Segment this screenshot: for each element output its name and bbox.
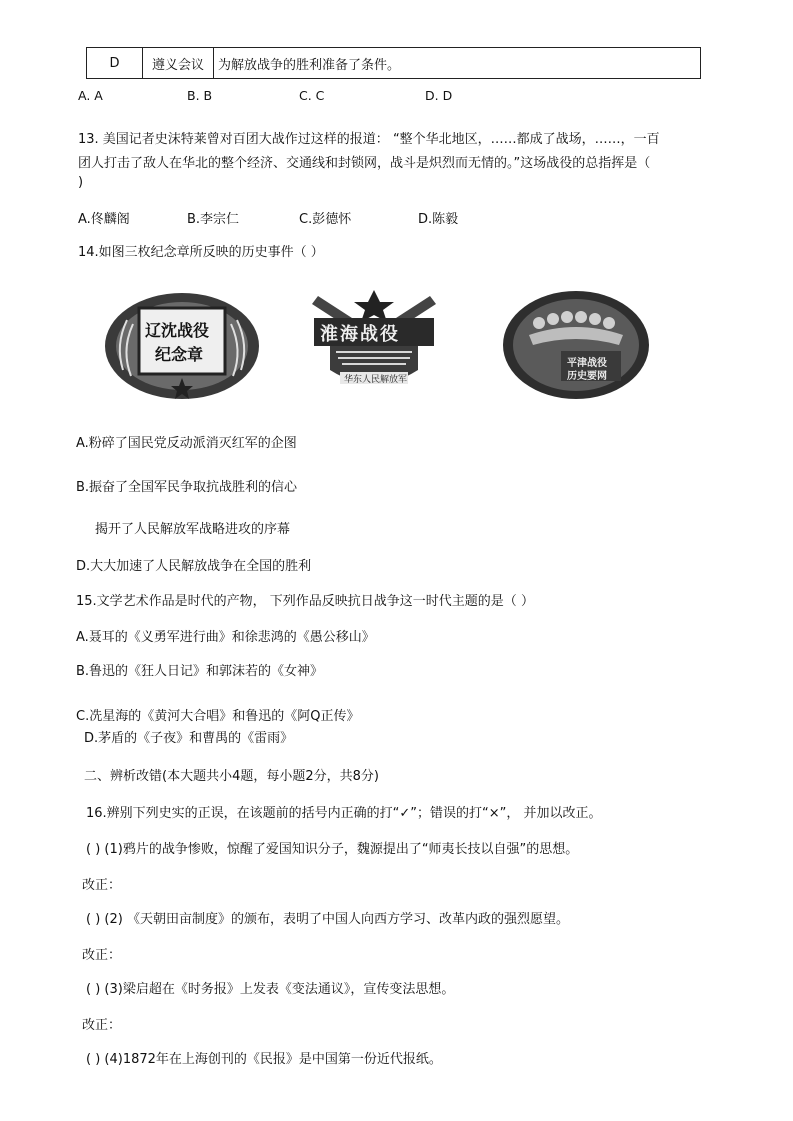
q16-item-4: ( ) (4)1872年在上海创刊的《民报》是中国第一份近代报纸。 [86,1052,442,1067]
q14-option-b: B.振奋了全国军民争取抗战胜利的信心 [76,480,298,495]
q14-stem: 14.如图三枚纪念章所反映的历史事件（ ） [78,245,324,260]
q12-option-d: D. D [425,88,453,103]
q13-line1: 13. 美国记者史沫特莱曾对百团大战作过这样的报道： “整个华北地区，……都成了战场，……，一百 [78,132,660,147]
correction-label-2: 改正： [82,948,122,963]
q15-option-a: A.聂耳的《义勇军进行曲》和徐悲鸿的《愚公移山》 [76,630,375,645]
q14-option-d: D.大大加速了人民解放战争在全国的胜利 [76,559,312,574]
section2-heading: 二、辨析改错(本大题共小4题，每小题2分，共8分) [84,769,379,784]
q15-option-b: B.鲁迅的《狂人日记》和郭沫若的《女神》 [76,664,324,679]
table-row [87,48,701,79]
answer-table [86,47,701,79]
liaoshen-badge-image [103,290,261,402]
q13-option-c: C.彭德怀 [299,212,352,227]
q13-line3: ) [78,175,84,190]
q13-option-b: B.李宗仁 [187,212,240,227]
q13-line2: 团人打击了敌人在华北的整个经济、交通线和封锁网，战斗是炽烈而无情的。”这场战役的总指挥是（ [78,156,651,171]
q15-option-c: C.冼星海的《黄河大合唱》和鲁迅的《阿Q正传》 [76,709,360,724]
q16-item-1: ( ) (1)鸦片的战争惨败，惊醒了爱国知识分子，魏源提出了“师夷长技以自强”的思想。 [86,842,579,857]
q16-item-3: ( ) (3)梁启超在《时务报》上发表《变法通议》，宣传变法思想。 [86,982,455,997]
q13-option-a: A.佟麟阁 [78,212,130,227]
table-cell-event: 遵义会议 [143,48,214,79]
q14-option-c: 揭开了人民解放军战略进攻的序幕 [95,522,291,537]
q12-option-a: A. A [78,88,103,103]
q12-option-b: B. B [187,88,213,103]
badge2-text: 淮海战役 [320,324,400,345]
q13-option-d: D.陈毅 [418,212,459,227]
q12-option-c: C. C [299,88,325,103]
badge3-text-line2: 历史要网 [567,371,607,382]
pingjin-badge-image [501,289,651,401]
badge2-bottom-text: 华东人民解放军 [344,375,408,385]
badge1-text-line2: 纪念章 [155,345,204,364]
q14-option-a: A.粉碎了国民党反动派消灭红军的企图 [76,436,297,451]
correction-label-3: 改正： [82,1018,122,1033]
badge1-text-line1: 辽沈战役 [145,321,210,340]
table-cell-significance: 为解放战争的胜利准备了条件。 [214,48,701,79]
q15-option-d: D.茅盾的《子夜》和曹禺的《雷雨》 [84,731,294,746]
huaihai-badge-image [300,288,448,394]
q16-item-2: ( ) (2) 《天朝田亩制度》的颁布，表明了中国人向西方学习、改革内政的强烈愿望。 [86,912,569,927]
q16-stem: 16.辨别下列史实的正误，在该题前的括号内正确的打“✓”；错误的打“×”， 并加以改正。 [86,806,602,821]
badge3-text-line1: 平津战役 [567,358,607,369]
q15-stem: 15.文学艺术作品是时代的产物， 下列作品反映抗日战争这一时代主题的是（ ） [76,594,534,609]
table-cell-option: D [87,48,143,79]
correction-label-1: 改正： [82,878,122,893]
